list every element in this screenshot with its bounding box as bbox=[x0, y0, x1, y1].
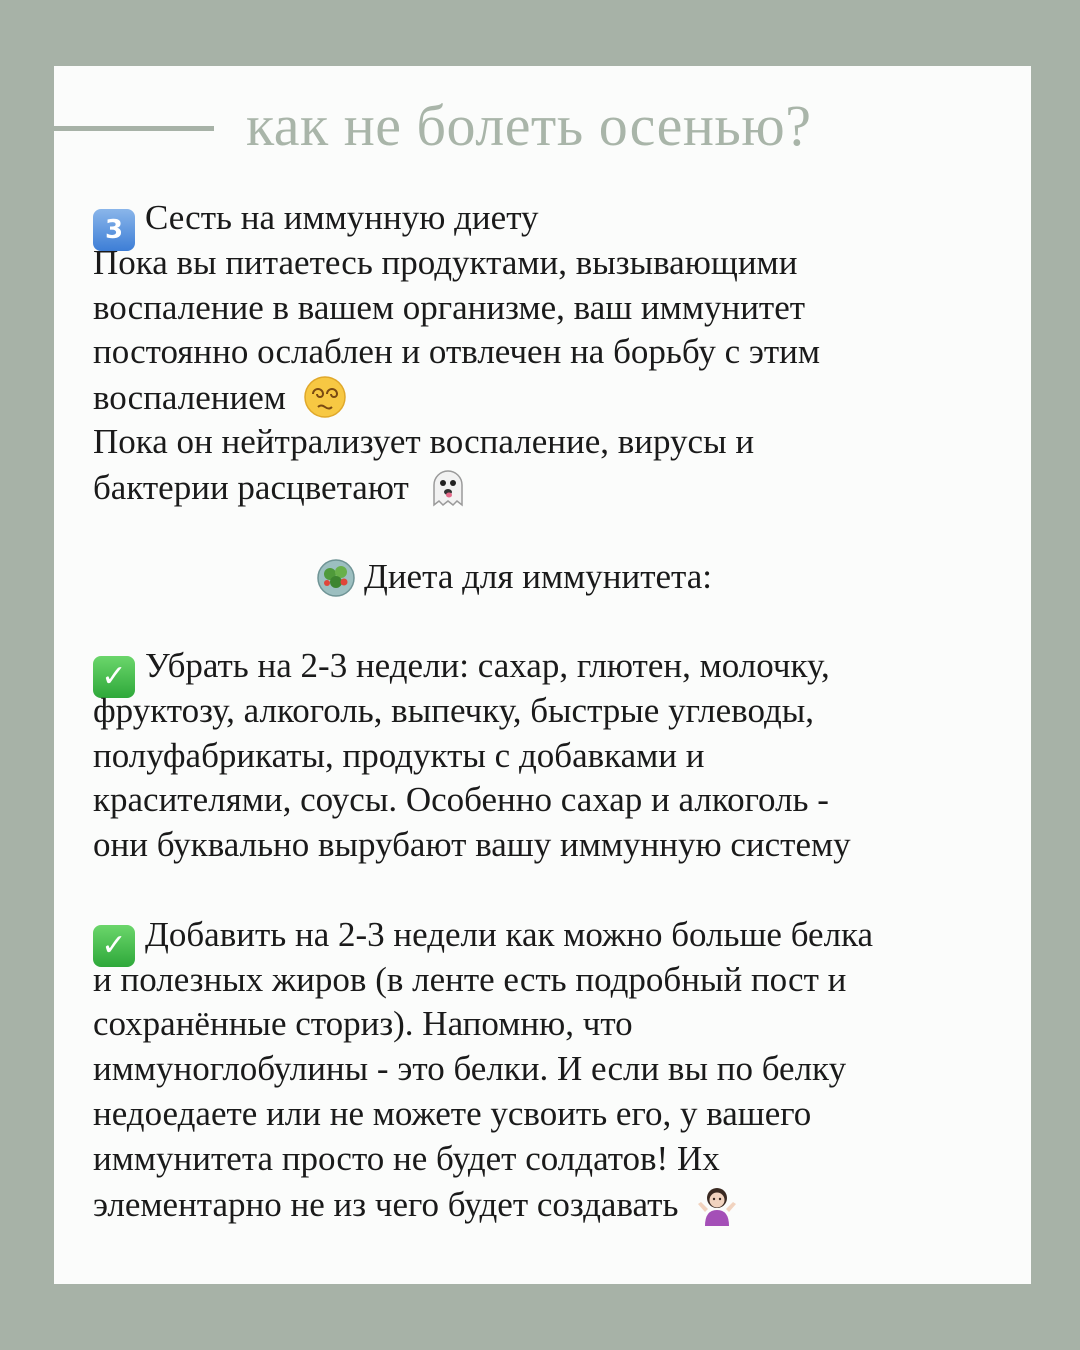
salad-icon bbox=[314, 554, 358, 598]
step-heading bbox=[93, 196, 1013, 245]
add-item bbox=[93, 913, 1013, 963]
intro-line: постоянно ослаблен и отвлечен на борьбу с этим bbox=[93, 332, 821, 372]
remove-line: они буквально вырубают вашу иммунную систему bbox=[93, 825, 851, 865]
remove-line: Убрать на 2-3 недели: сахар, глютен, молочку, bbox=[145, 645, 830, 685]
diet-heading bbox=[93, 554, 1013, 599]
shrugging-woman-icon bbox=[695, 1182, 739, 1226]
intro-line: Пока вы питаетесь продуктами, вызывающими bbox=[93, 242, 798, 282]
remove-line: полуфабрикаты, продукты с добавками и bbox=[93, 735, 705, 775]
dizzy-face-icon bbox=[303, 375, 347, 419]
intro-line: воспалением bbox=[93, 378, 286, 418]
title-accent-line bbox=[54, 126, 214, 131]
intro-line-with-emoji bbox=[93, 375, 1013, 420]
post-body bbox=[93, 196, 1013, 1226]
page-title: как не болеть осенью? bbox=[246, 93, 812, 158]
keycap-3-icon: 3 bbox=[93, 209, 135, 251]
add-line: сохранённые сториз). Напомню, что bbox=[93, 1004, 633, 1044]
intro-line: Пока он нейтрализует воспаление, вирусы и bbox=[93, 421, 755, 461]
spacer bbox=[93, 868, 1013, 913]
add-line: недоедаете или не можете усвоить его, у вашего bbox=[93, 1093, 812, 1133]
remove-item bbox=[93, 644, 1013, 694]
add-line-with-emoji bbox=[93, 1182, 1013, 1227]
add-line: иммунитета просто не будет солдатов! Их bbox=[93, 1138, 720, 1178]
ghost-icon bbox=[426, 465, 470, 509]
diet-heading-text: Диета для иммунитета: bbox=[363, 557, 713, 597]
spacer bbox=[93, 510, 1013, 555]
add-line: иммуноглобулины - это белки. И если вы по белку bbox=[93, 1049, 847, 1089]
remove-line: красителями, соусы. Особенно сахар и алкоголь - bbox=[93, 780, 829, 820]
add-line: и полезных жиров (в ленте есть подробный пост и bbox=[93, 959, 847, 999]
add-line: Добавить на 2-3 недели как можно больше белка bbox=[145, 914, 874, 954]
check-mark-icon: ✓ bbox=[93, 656, 135, 698]
remove-line: фруктозу, алкоголь, выпечку, быстрые углеводы, bbox=[93, 690, 815, 730]
content-card bbox=[54, 66, 1031, 1284]
intro-line-with-emoji bbox=[93, 465, 1013, 510]
step-heading-text: Сесть на иммунную диету bbox=[145, 198, 539, 237]
add-line: элементарно не из чего будет создавать bbox=[93, 1184, 679, 1224]
intro-line: воспаление в вашем организме, ваш иммунитет bbox=[93, 287, 806, 327]
intro-line: бактерии расцветают bbox=[93, 467, 409, 507]
spacer bbox=[93, 599, 1013, 644]
check-mark-icon: ✓ bbox=[93, 925, 135, 967]
